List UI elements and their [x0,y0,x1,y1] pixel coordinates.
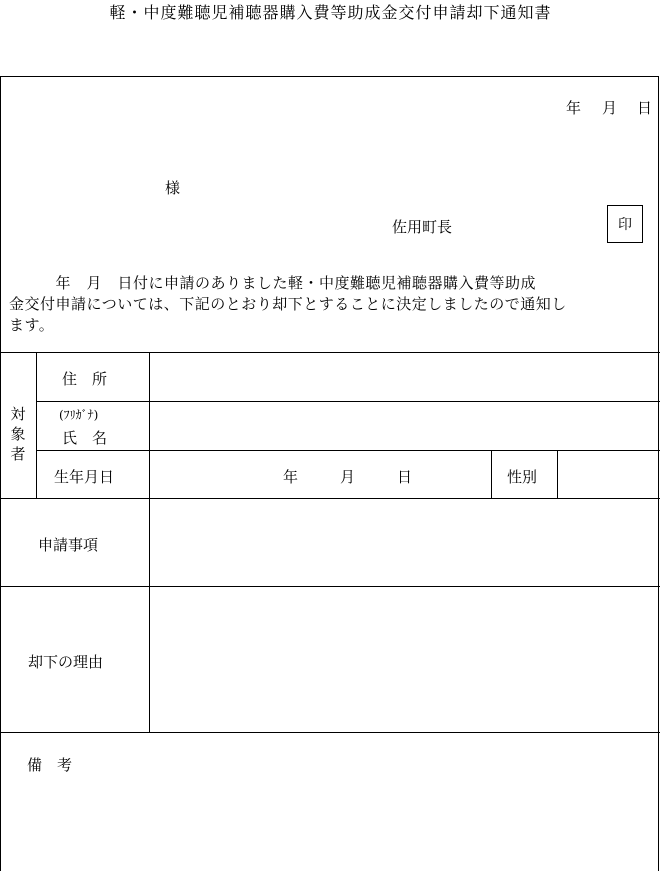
recipient-suffix: 様 [165,179,181,197]
date-year-label: 年 [566,99,582,117]
date-month-label: 月 [602,99,618,117]
notice-body-line: 年 月 日付に申請のありました軽・中度難聴児補聴器購入費等助成 [9,274,537,292]
table-top-border [0,352,660,353]
name-label: 氏 名 [62,429,108,447]
remarks-label: 備 考 [27,756,73,774]
column-divider [36,352,37,498]
seal-box [607,205,643,243]
column-divider [149,352,150,732]
gender-label: 性別 [507,468,538,486]
row-divider [0,498,660,499]
seal-label: 印 [618,217,632,233]
column-divider [557,450,558,498]
row-divider [0,586,660,587]
row-divider [0,732,660,733]
birth-day-label: 日 [397,468,413,486]
row-divider [36,450,660,451]
furigana-label: (ﾌﾘｶﾞﾅ) [59,408,99,422]
notice-body-line: 金交付申請については、下記のとおり却下とすることに決定しましたので通知し [9,295,567,313]
row-divider [36,401,660,402]
issuer-name: 佐用町長 [392,218,453,236]
subject-label-char: 者 [10,445,26,463]
date-day-label: 日 [637,99,653,117]
birth-year-label: 年 [283,468,299,486]
column-divider [491,450,492,498]
application-label: 申請事項 [38,536,99,554]
birth-month-label: 月 [340,468,356,486]
subject-label-char: 対 [10,405,26,423]
birthdate-label: 生年月日 [54,468,115,486]
subject-label-char: 象 [10,425,26,443]
notice-body-line: ます。 [9,316,55,334]
rejection-reason-label: 却下の理由 [28,653,104,671]
notice-body [9,273,649,336]
document-title: 軽・中度難聴児補聴器購入費等助成金交付申請却下通知書 [109,3,552,22]
subject-label [8,404,28,464]
address-label: 住 所 [62,370,108,388]
